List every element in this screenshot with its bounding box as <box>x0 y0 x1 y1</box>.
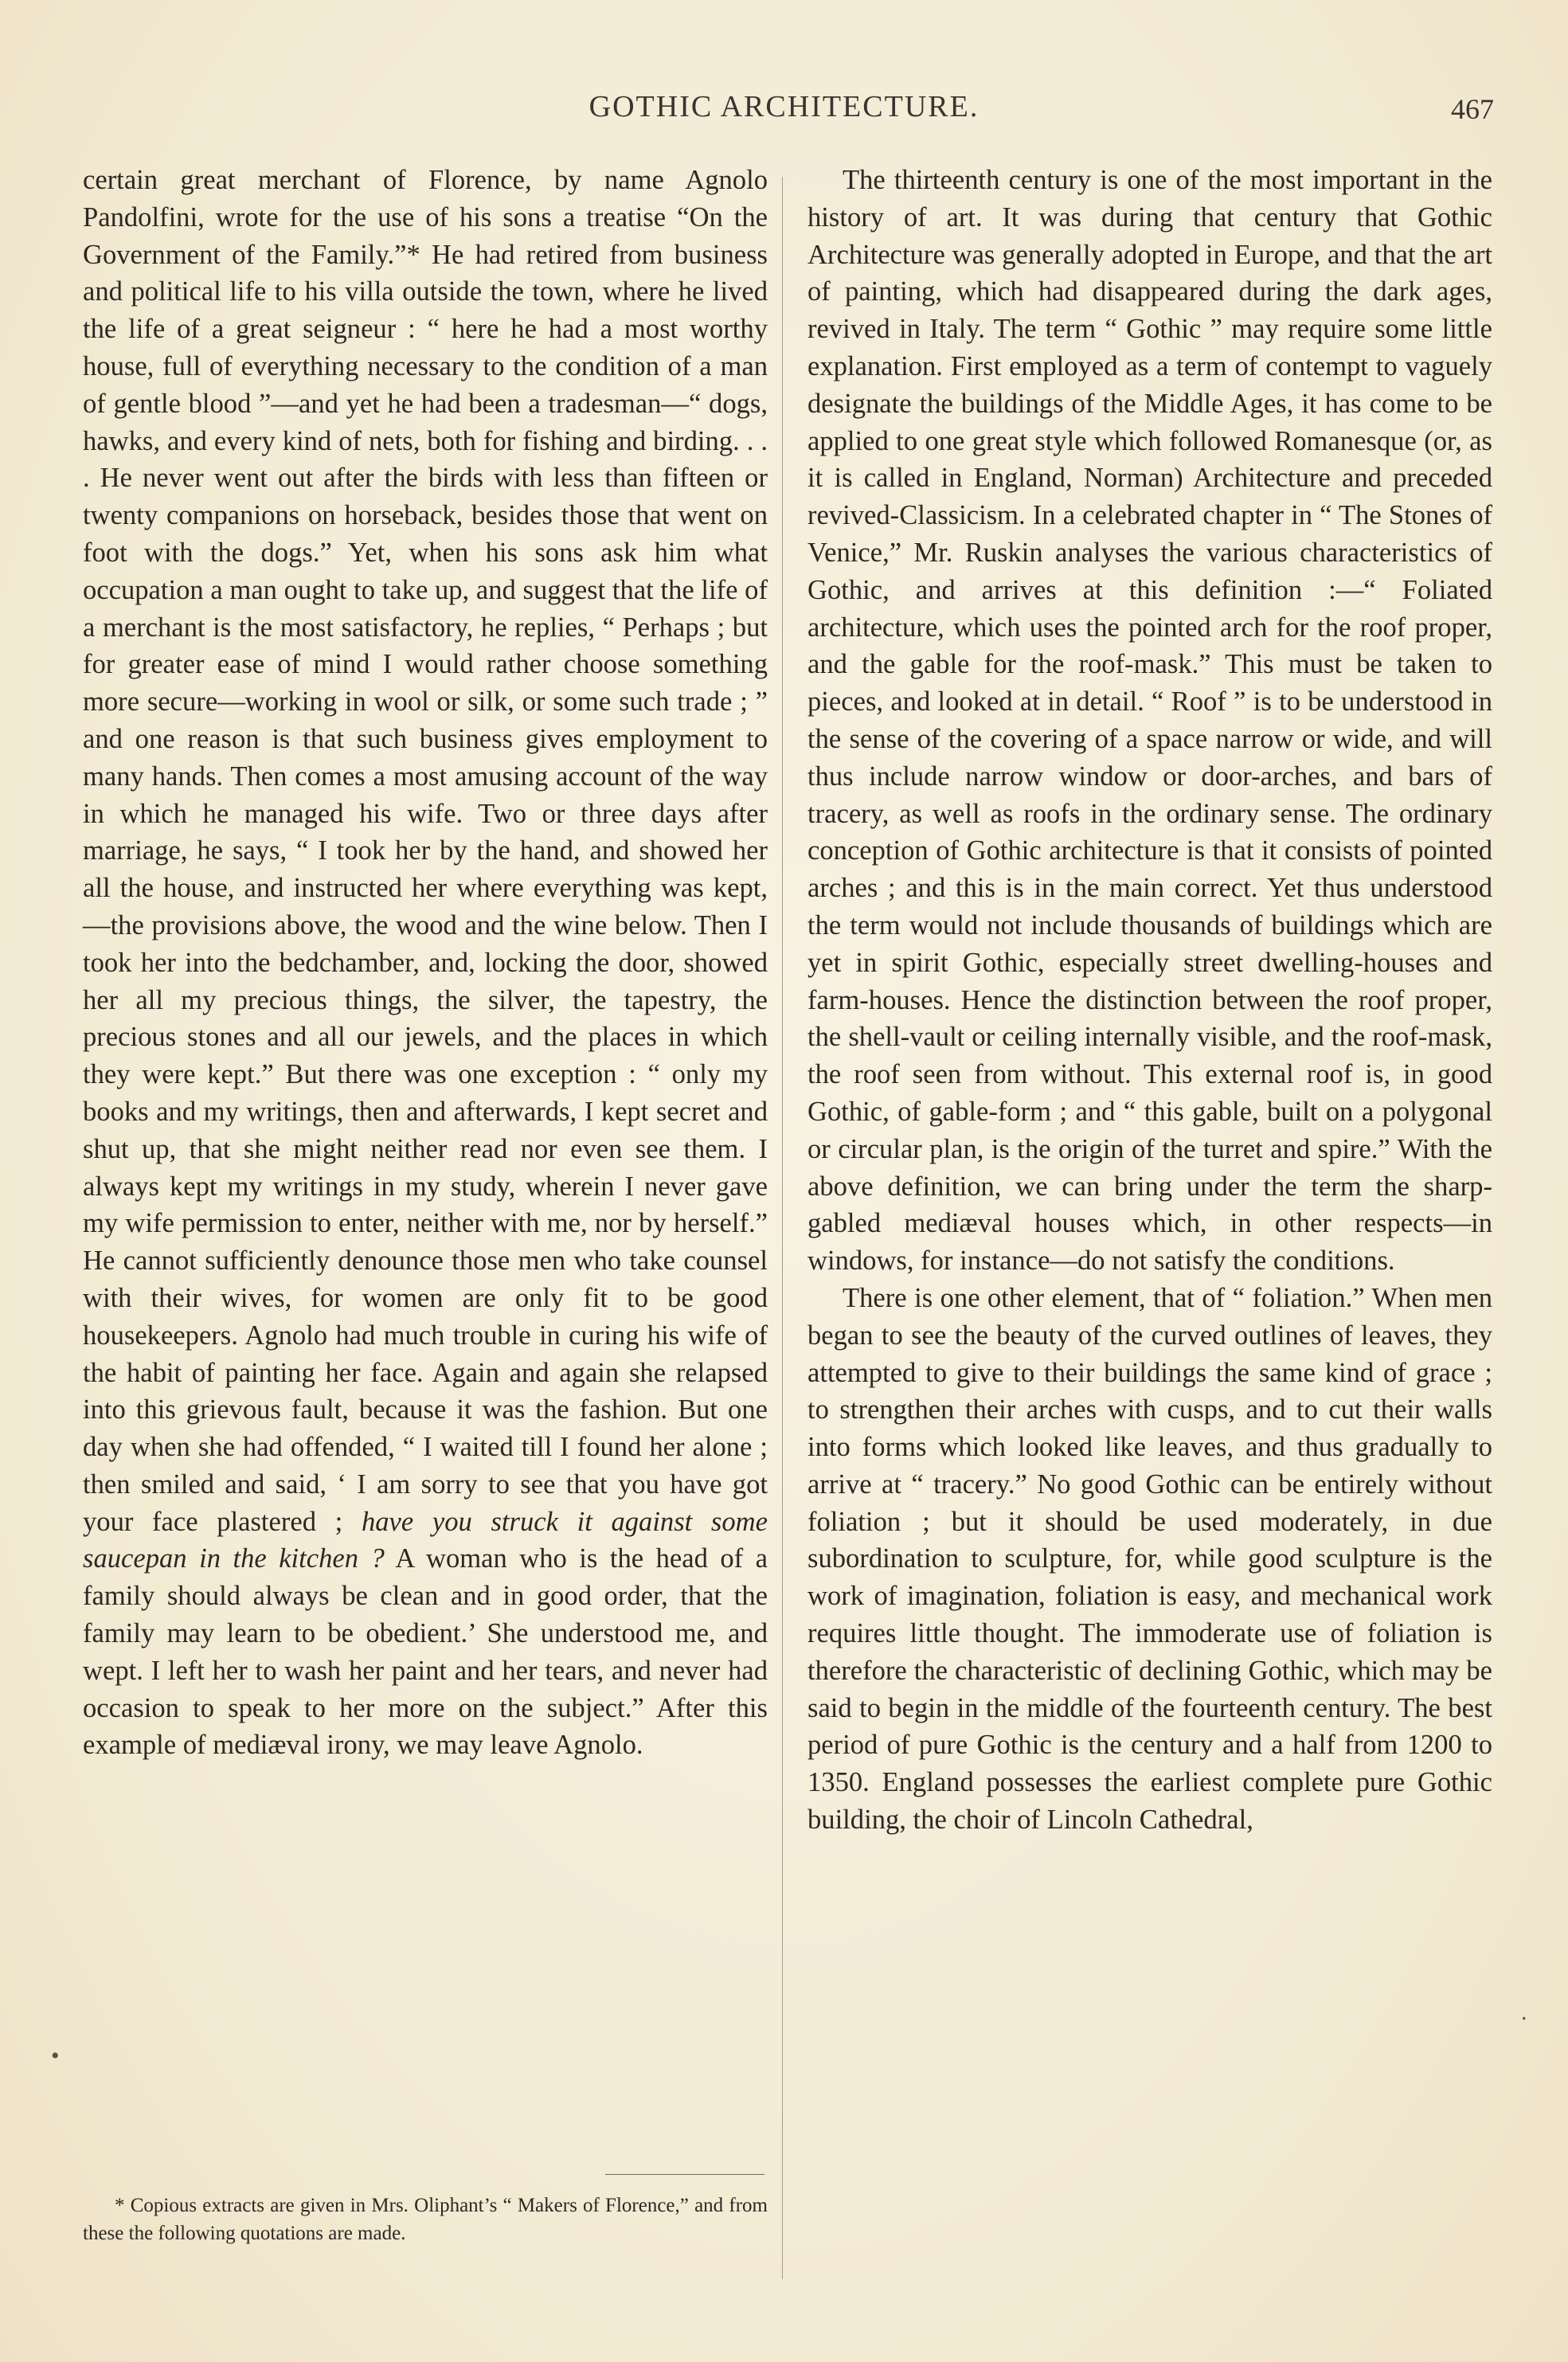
left-text-a: certain great merchant of Florence, by name Agnolo Pandolfini, wrote for the use of his sons a treatise “On the Government of the Family.”* He had retired from business and political life to his villa outside the town, where he lived the life of a great seigneur : “ here he had a most worthy house, full of everything necessary to the condition of a man of gentle blood ”—and yet he had been a tradesman—“ dogs, hawks, and every kind of nets, both for fishing and birding. . . . He never went out after the birds with less than fifteen or twenty companions on horseback, besides those that went on foot with the dogs.” Yet, when his sons ask him what occupation a man ought to take up, and suggest that the life of a merchant is the most satisfactory, he replies, “ Perhaps ; but for greater ease of mind I would rather choose something more secure—working in wool or silk, or some such trade ; ” and one reason is that such business gives employment to many hands. Then comes a most amusing account of the way in which he managed his wife. Two or three days after marriage, he says, “ I took her by the hand, and showed her all the house, and instructed her where everything was kept,—the provisions above, the wood and the wine below. Then I took her into the bedchamber, and, locking the door, showed her all my precious things, the silver, the tapestry, the precious stones and all our jewels, and the places in which they were kept.” But there was one exception : “ only my books and my writings, then and afterwards, I kept secret and shut up, that she might neither read nor even see them. I always kept my writings in my study, wherein I never gave my wife permission to enter, neither with me, nor by herself.” He cannot sufficiently denounce those men who take counsel with their wives, for women are only fit to be good housekeepers. Agnolo had much trouble in curing his wife of the habit of painting her face. Again and again she relapsed into this grievous fault, because it was the fashion. But one day when she had offended, “ I waited till I found her alone ; then smiled and said, ‘ I am sorry to see that you have got your face plastered ; <box>83 165 768 1537</box>
margin-mark: . <box>1521 1999 1527 2025</box>
footnote: * Copious extracts are given in Mrs. Oliphant’s “ Makers of Florence,” and from these the following quotations are made. <box>83 2195 768 2244</box>
margin-mark: • <box>51 2043 60 2069</box>
page-number: 467 <box>1451 93 1494 125</box>
footnote-rule <box>605 2174 764 2175</box>
left-paragraph <box>83 162 768 1764</box>
right-paragraph-1: The thirteenth century is one of the most important in the history of art. It was during that century that Gothic Architecture was generally adopted in Europe, and that the art of painting, which had disappeared during the dark ages, revived in Italy. The term “ Gothic ” may require some little explanation. First employed as a term of contempt to vaguely designate the buildings of the Middle Ages, it has come to be applied to one great style which followed Romanesque (or, as it is called in England, Norman) Architecture and preceded revived-Classicism. In a celebrated chapter in “ The Stones of Venice,” Mr. Ruskin analyses the various characteristics of Gothic, and arrives at this definition :—“ Foliated architecture, which uses the pointed arch for the roof proper, and the gable for the roof-mask.” This must be taken to pieces, and looked at in detail. “ Roof ” is to be understood in the sense of the covering of a space narrow or wide, and will thus include narrow window or door-arches, and bars of tracery, as well as roofs in the ordinary sense. The ordinary conception of Gothic architecture is that it consists of pointed arches ; and this is in the main correct. Yet thus understood the term would not include thousands of buildings which are yet in spirit Gothic, especially street dwelling-houses and farm-houses. Hence the distinction between the roof proper, the shell-vault or ceiling internally visible, and the roof-mask, the roof seen from without. This external roof is, in good Gothic, of gable-form ; and “ this gable, built on a polygonal or circular plan, is the origin of the turret and spire.” With the above definition, we can bring under the term the sharp-gabled mediæval houses which, in other respects—in windows, for instance—do not satisfy the conditions. <box>807 165 1492 1277</box>
column-divider <box>782 177 783 2279</box>
right-paragraph-2: There is one other element, that of “ foliation.” When men began to see the beauty of the curved outlines of leaves, they attempted to give to their buildings the same kind of grace ; to strengthen their arches with cusps, and to cut their walls into forms which looked like leaves, and thus gradually to arrive at “ tracery.” No good Gothic can be entirely without foliation ; but it should be used moderately, in due subordination to sculpture, for, while good sculpture is the work of imagination, foliation is easy, and mechanical work requires little thought. The immoderate use of foliation is therefore the characteristic of declining Gothic, which may be said to begin in the middle of the fourteenth century. The best period of pure Gothic is the century and a half from 1200 to 1350. England possesses the earliest complete pure Gothic building, the choir of Lincoln Cathedral, <box>807 1282 1492 1836</box>
running-title: GOTHIC ARCHITECTURE. <box>588 90 980 123</box>
running-head <box>0 89 1568 137</box>
left-italic-quote: have you struck it against some saucepan in the kitchen ? <box>83 1506 768 1574</box>
right-column <box>807 162 1492 1839</box>
left-column <box>83 162 768 1764</box>
left-text-b: A woman who is the head of a family should always be clean and in good order, that the family may learn to be obedient.’ She understood me, and wept. I left her to wash her paint and her tears, and never had occasion to speak to her more on the subject.” After this example of mediæval irony, we may leave Agnolo. <box>83 1543 768 1761</box>
